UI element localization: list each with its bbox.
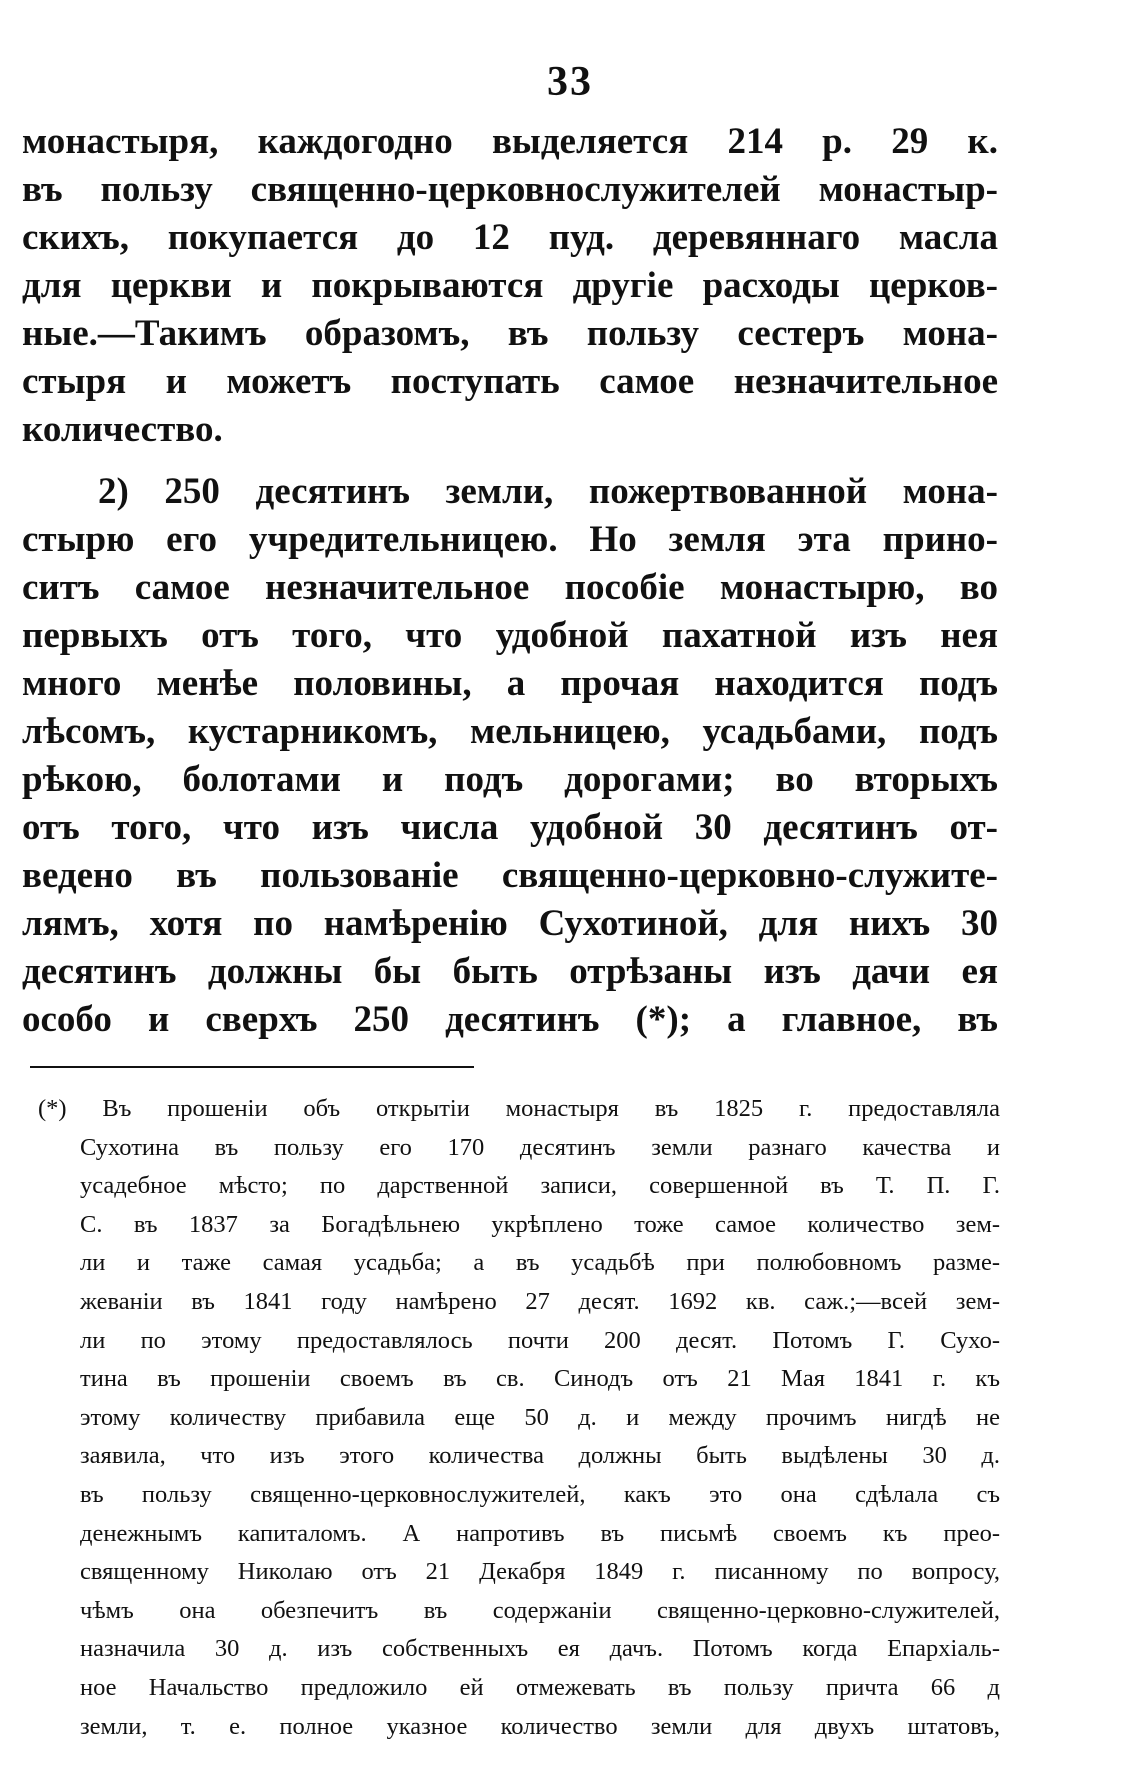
text-line: лѣсомъ, кустарникомъ, мельницею, усадьбами, подъ [22,711,998,752]
paragraph-start-line: 2) 250 десятинъ земли, пожертвованной мона- [98,471,998,512]
footnote-line: С. въ 1837 за Богадѣльнею укрѣплено тоже самое количество зем- [80,1210,1000,1238]
footnote-line: священному Николаю отъ 21 Декабря 1849 г. писанному по вопросу, [80,1558,1000,1586]
footnote-line: назначила 30 д. изъ собственныхъ ея дачъ. Потомъ когда Епархіаль- [80,1635,1000,1663]
footnote-line: тина въ прошеніи своемъ въ св. Синодъ отъ 21 Мая 1841 г. къ [80,1365,1000,1393]
footnote-line: ли и таже самая усадьба; а въ усадьбѣ при полюбовномъ разме- [80,1249,1000,1277]
footnote-line: ное Начальство предложило ей отмежевать въ пользу причта 66 д [80,1673,1000,1701]
text-line: десятинъ должны бы быть отрѣзаны изъ дачи ея [22,951,998,992]
footnote-line: въ пользу священно-церковнослужителей, какъ это она сдѣлала съ [80,1480,1000,1508]
text-line: стыря и можетъ поступать самое незначительное [22,361,998,402]
text-line: ситъ самое незначительное пособіе монастырю, во [22,567,998,608]
footnote [38,1090,1000,1746]
text-line: монастыря, каждогодно выделяется 214 р. 29 к. [22,121,998,162]
footnote-line: (*) Въ прошеніи объ открытіи монастыря въ 1825 г. предоставляла [38,1095,1000,1122]
text-line: рѣкою, болотами и подъ дорогами; во вторыхъ [22,759,998,800]
text-line: количество. [22,409,223,450]
footnote-separator [30,1066,474,1068]
footnote-line: ли по этому предоставлялось почти 200 десят. Потомъ Г. Сухо- [80,1326,1000,1354]
text-line: первыхъ отъ того, что удобной пахатной изъ нея [22,615,998,656]
footnote-line: усадебное мѣсто; по дарственной записи, совершенной въ Т. П. Г. [80,1172,1000,1200]
text-line: въ пользу священно-церковнослужителей монастыр- [22,169,998,210]
footnote-line: денежнымъ капиталомъ. А напротивъ въ письмѣ своемъ къ прео- [80,1519,1000,1547]
text-line: ведено въ пользованіе священно-церковно-служите- [22,855,998,896]
text-line: отъ того, что изъ числа удобной 30 десятинъ от- [22,807,998,848]
text-line: ные.—Такимъ образомъ, въ пользу сестеръ мона- [22,313,998,354]
paragraph-gap [22,454,998,468]
text-line: лямъ, хотя по намѣренію Сухотиной, для нихъ 30 [22,903,998,944]
footnote-line: чѣмъ она обезпечитъ въ содержаніи священно-церковно-служителей, [80,1596,1000,1624]
page-number: 33 [547,59,593,105]
main-text [22,118,998,1044]
text-line: для церкви и покрываются другіе расходы церков- [22,265,998,306]
footnote-line: заявила, что изъ этого количества должны быть выдѣлены 30 д. [80,1442,1000,1470]
footnote-line: Сухотина въ пользу его 170 десятинъ земли разнаго качества и [80,1133,1000,1161]
footnote-line: этому количеству прибавила еще 50 д. и между прочимъ нигдѣ не [80,1403,1000,1431]
footnote-line: жеваніи въ 1841 году намѣрено 27 десят. 1692 кв. саж.;—всей зем- [80,1287,1000,1315]
footnote-line: земли, т. е. полное указное количество земли для двухъ штатовъ, [80,1712,1000,1740]
text-line: особо и сверхъ 250 десятинъ (*); а главное, въ [22,999,998,1040]
text-line: стырю его учредительницею. Но земля эта прино- [22,519,998,560]
text-line: много менѣе половины, а прочая находится подъ [22,663,998,704]
text-line: скихъ, покупается до 12 пуд. деревяннаго масла [22,217,998,258]
